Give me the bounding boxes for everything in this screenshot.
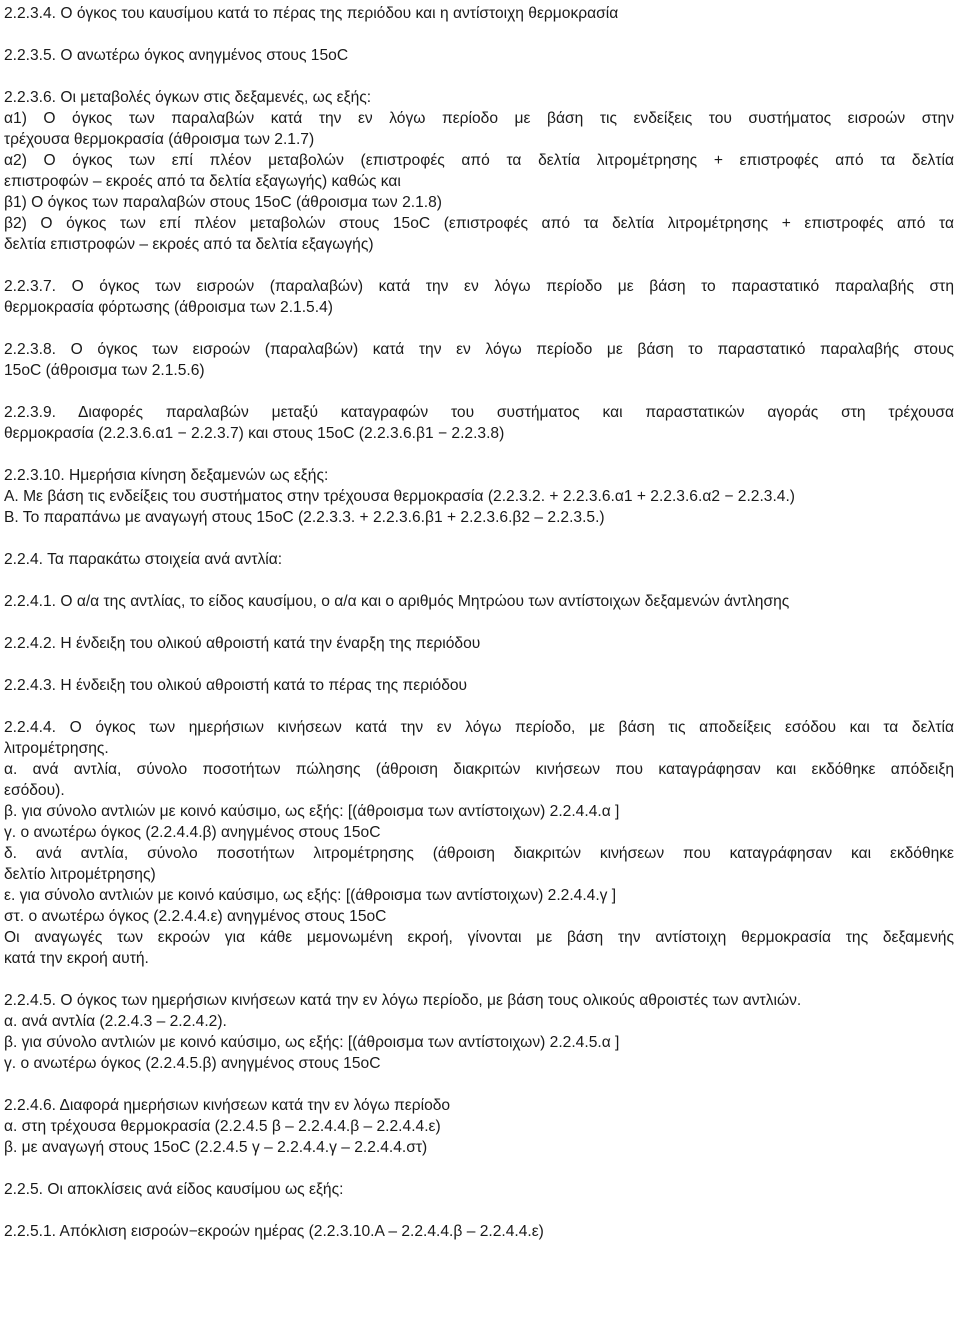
text-line-2239-cont: θερμοκρασία (2.2.3.6.α1 − 2.2.3.7) και στους 15oC (2.2.3.6.β1 − 2.2.3.8) <box>4 425 505 442</box>
text-line-22310-a: Α. Με βάση τις ενδείξεις του συστήματος στην τρέχουσα θερμοκρασία (2.2.3.2. + 2.2.3.6.α1 + 2.2.3.6.α2 − 2.2.3.4.) <box>4 488 795 505</box>
text-line-2244-b: β. για σύνολο αντλιών με κοινό καύσιμο, ως εξής: [(άθροισμα των αντίστοιχων) 2.2.4.4.α ] <box>4 803 620 820</box>
text-line-2236: 2.2.3.6. Οι μεταβολές όγκων στις δεξαμενές, ως εξής: <box>4 89 372 106</box>
text-line-2238: 2.2.3.8. Ο όγκος των εισροών (παραλαβών) κατά την εν λόγω περίοδο με βάση το παραστατικό παραλαβής στους <box>4 341 954 358</box>
text-line-2237: 2.2.3.7. Ο όγκος των εισροών (παραλαβών) κατά την εν λόγω περίοδο με βάση το παραστατικό παραλαβής στη <box>4 278 954 295</box>
text-line-22310-b: Β. Το παραπάνω με αναγωγή στους 15oC (2.2.3.3. + 2.2.3.6.β1 + 2.2.3.6.β2 – 2.2.3.5.) <box>4 509 605 526</box>
text-line-2234: 2.2.3.4. Ο όγκος του καυσίμου κατά το πέρας της περιόδου και η αντίστοιχη θερμοκρασία <box>4 5 619 22</box>
text-line-2246: 2.2.4.6. Διαφορά ημερήσιων κινήσεων κατά την εν λόγω περίοδο <box>4 1097 451 1114</box>
text-line-a1-cont: τρέχουσα θερμοκρασία (άθροισμα των 2.1.7) <box>4 131 315 148</box>
text-line-2244: 2.2.4.4. Ο όγκος των ημερήσιων κινήσεων κατά την εν λόγω περίοδο, με βάση τις αποδείξεις εσόδου και τα δελτία <box>4 719 954 736</box>
text-line-2246-b: β. με αναγωγή στους 15oC (2.2.4.5 γ – 2.2.4.4.γ – 2.2.4.4.στ) <box>4 1139 428 1156</box>
text-line-2246-a: α. στη τρέχουσα θερμοκρασία (2.2.4.5 β – 2.2.4.4.β – 2.2.4.4.ε) <box>4 1118 441 1135</box>
text-line-224: 2.2.4. Τα παρακάτω στοιχεία ανά αντλία: <box>4 551 283 568</box>
text-line-2238-cont: 15oC (άθροισμα των 2.1.5.6) <box>4 362 205 379</box>
text-line-225: 2.2.5. Οι αποκλίσεις ανά είδος καυσίμου ως εξής: <box>4 1181 344 1198</box>
text-line-2244-st: στ. ο ανωτέρω όγκος (2.2.4.4.ε) ανηγμένος στους 15oC <box>4 908 387 925</box>
text-line-2243: 2.2.4.3. Η ένδειξη του ολικού αθροιστή κατά το πέρας της περιόδου <box>4 677 468 694</box>
text-line-2245: 2.2.4.5. Ο όγκος των ημερήσιων κινήσεων κατά την εν λόγω περίοδο, με βάση τους ολικούς αθροιστές των αντλιών. <box>4 992 802 1009</box>
text-line-2244-cont: λιτρομέτρησης. <box>4 740 109 757</box>
text-line-2237-cont: θερμοκρασία φόρτωσης (άθροισμα των 2.1.5.4) <box>4 299 333 316</box>
text-line-2245-c: γ. ο ανωτέρω όγκος (2.2.4.5.β) ανηγμένος στους 15oC <box>4 1055 381 1072</box>
text-line-2244-c: γ. ο ανωτέρω όγκος (2.2.4.4.β) ανηγμένος στους 15oC <box>4 824 381 841</box>
text-line-b2-cont: δελτία επιστροφών – εκροές από τα δελτία εξαγωγής) <box>4 236 374 253</box>
text-line-2242: 2.2.4.2. Η ένδειξη του ολικού αθροιστή κατά την έναρξη της περιόδου <box>4 635 481 652</box>
text-line-a1: α1) Ο όγκος των παραλαβών κατά την εν λόγω περίοδο με βάση τις ενδείξεις του συστήματος εισροών στην <box>4 110 954 127</box>
text-line-2235: 2.2.3.5. Ο ανωτέρω όγκος ανηγμένος στους 15oC <box>4 47 349 64</box>
text-line-2244-a: α. ανά αντλία, σύνολο ποσοτήτων πώλησης (άθροιση διακριτών κινήσεων που καταγράφησαν και εκδόθηκε απόδειξη <box>4 761 954 778</box>
text-line-22310: 2.2.3.10. Ημερήσια κίνηση δεξαμενών ως εξής: <box>4 467 329 484</box>
text-line-2244-e: ε. για σύνολο αντλιών με κοινό καύσιμο, ως εξής: [(άθροισμα των αντίστοιχων) 2.2.4.4.γ ] <box>4 887 617 904</box>
text-line-a2: α2) Ο όγκος των επί πλέον μεταβολών (επιστροφές από τα δελτία λιτρομέτρησης + επιστροφές από τα δελτία <box>4 152 954 169</box>
text-line-2241: 2.2.4.1. Ο α/α της αντλίας, το είδος καυσίμου, ο α/α και ο αριθμός Μητρώου των αντίστοιχων δεξαμενών άντλησης <box>4 593 790 610</box>
text-line-2244-a-cont: εσόδου). <box>4 782 65 799</box>
text-line-2244-d: δ. ανά αντλία, σύνολο ποσοτήτων λιτρομέτρησης (άθροιση διακριτών κινήσεων που καταγράφησαν και εκδόθηκε <box>4 845 954 862</box>
text-line-2245-a: α. ανά αντλία (2.2.4.3 – 2.2.4.2). <box>4 1013 227 1030</box>
text-line-2244-d-cont: δελτίο λιτρομέτρησης) <box>4 866 156 883</box>
text-line-b2: β2) Ο όγκος των επί πλέον μεταβολών στους 15oC (επιστροφές από τα δελτία λιτρομέτρησης + επιστροφές από τα <box>4 215 954 232</box>
text-line-2245-b: β. για σύνολο αντλιών με κοινό καύσιμο, ως εξής: [(άθροισμα των αντίστοιχων) 2.2.4.5.α ] <box>4 1034 620 1051</box>
text-line-2244-note: Οι αναγωγές των εκροών για κάθε μεμονωμένη εκροή, γίνονται με βάση την αντίστοιχη θερμοκρασία της δεξαμενής <box>4 929 954 946</box>
text-line-2239: 2.2.3.9. Διαφορές παραλαβών μεταξύ καταγραφών του συστήματος και παραστατικών αγοράς στη τρέχουσα <box>4 404 954 421</box>
text-line-a2-cont: επιστροφών – εκροές από τα δελτία εξαγωγής) καθώς και <box>4 173 401 190</box>
text-line-2244-note-cont: κατά την εκροή αυτή. <box>4 950 149 967</box>
text-line-2251: 2.2.5.1. Απόκλιση εισροών−εκροών ημέρας (2.2.3.10.Α – 2.2.4.4.β – 2.2.4.4.ε) <box>4 1223 544 1240</box>
text-line-b1: β1) Ο όγκος των παραλαβών στους 15oC (άθροισμα των 2.1.8) <box>4 194 442 211</box>
document-page <box>4 0 954 1242</box>
